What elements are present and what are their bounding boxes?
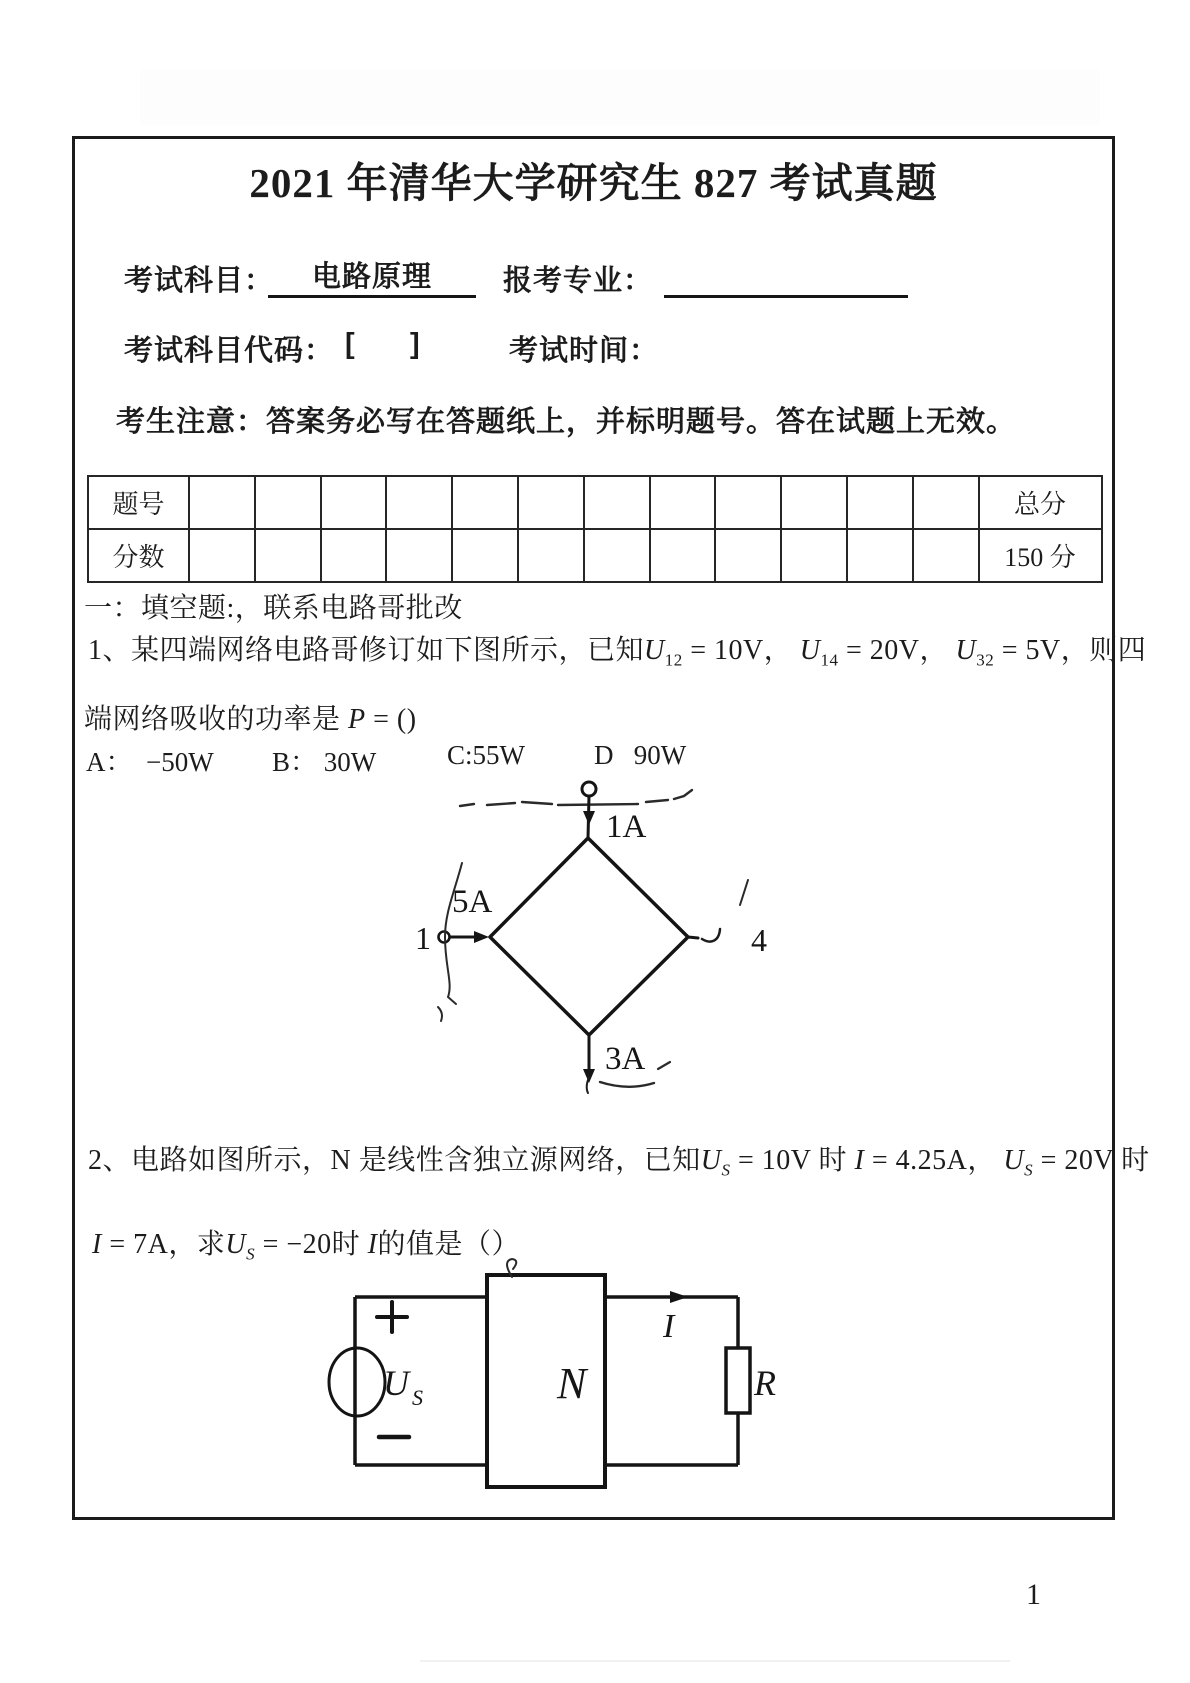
plus-sign <box>377 1302 407 1332</box>
circuit-wires <box>355 1297 738 1465</box>
score-cell-empty <box>847 529 913 582</box>
question1-line2: 端网络吸收的功率是 P = () <box>84 704 417 735</box>
score-cell-empty <box>255 529 321 582</box>
code-brackets: [ ] <box>345 328 421 360</box>
question2-line2: I = 7A，求$U_S = -20$时 I的值是（） <box>92 1229 521 1264</box>
score-row-label: 分数 <box>88 529 189 582</box>
question2-figure <box>330 1255 890 1505</box>
voltage-source-circle <box>329 1348 385 1416</box>
pen-strike-scribble <box>460 790 692 806</box>
score-cell-empty <box>386 529 452 582</box>
pen-underline-scribble <box>600 1082 654 1087</box>
question1-line1: 1、某四端网络电路哥修订如下图所示，已知$U_{12} = 10V$， $U_{14} = 20V$， $U_{32} = 5V$，则四 <box>88 635 1147 670</box>
source-voltage-subscript: S <box>412 1385 423 1410</box>
score-cell-empty <box>189 529 255 582</box>
option-c: C:55W <box>447 740 525 770</box>
source-voltage-label: U <box>383 1363 409 1403</box>
scan-artifact-band <box>140 70 1100 125</box>
option-a: A： −50W <box>86 747 214 777</box>
option-d: D 90W <box>594 740 687 770</box>
top-current-label: 1A <box>606 809 647 845</box>
score-cell-empty <box>321 476 387 529</box>
question-number-row <box>88 476 1102 529</box>
score-cell-empty <box>518 529 584 582</box>
score-cell-empty <box>650 529 716 582</box>
right-lead <box>688 937 698 938</box>
current-label: I <box>663 1308 675 1345</box>
resistor-label: R <box>754 1363 776 1403</box>
question2-line1: 2、电路如图所示，N 是线性含独立源网络，已知$U_S = 10V$ 时 I = 4.25A， $U_S = 20V$ 时 <box>88 1145 1150 1180</box>
network-diamond <box>490 838 688 1035</box>
bottom-lead-tail <box>587 1077 589 1093</box>
current-arrow <box>670 1291 688 1303</box>
scan-artifact-line <box>420 1660 1010 1662</box>
major-label: 报考专业： <box>503 265 654 297</box>
question1-figure <box>400 725 790 1110</box>
network-n-label: N <box>557 1359 587 1408</box>
score-cell-empty <box>452 476 518 529</box>
total-header-cell: 总分 <box>979 476 1102 529</box>
question-row-label: 题号 <box>88 476 189 529</box>
total-value-cell: 150 分 <box>979 529 1102 582</box>
node-1-label: 1 <box>415 920 431 956</box>
page-title: 2021 年清华大学研究生 827 考试真题 <box>249 160 938 206</box>
score-cell-empty <box>650 476 716 529</box>
page-number: 1 <box>1026 1578 1041 1611</box>
option-b: B： 30W <box>272 747 377 777</box>
score-cell-empty <box>913 529 979 582</box>
score-cell-empty <box>321 529 387 582</box>
terminal-2-circle <box>582 782 596 796</box>
network-n-box <box>487 1275 605 1487</box>
right-lead-hook <box>702 929 720 942</box>
score-cell-empty <box>584 476 650 529</box>
score-cell-empty <box>255 476 321 529</box>
score-cell-empty <box>452 529 518 582</box>
section-heading: 一：填空题:，联系电路哥批改 <box>84 593 463 624</box>
subject-value: 电路原理 <box>268 254 476 298</box>
time-label: 考试时间： <box>509 335 660 367</box>
pen-dash-scribble <box>658 1062 670 1069</box>
score-cell-empty <box>781 529 847 582</box>
left-current-arrow <box>474 931 489 943</box>
major-blank-line <box>664 254 908 298</box>
score-row <box>88 529 1102 582</box>
score-cell-empty <box>386 476 452 529</box>
subject-label: 考试科目： <box>124 265 275 297</box>
score-table <box>87 475 1103 583</box>
top-current-arrow <box>583 811 595 825</box>
score-cell-empty <box>781 476 847 529</box>
node-4-label: 4 <box>751 922 767 958</box>
left-current-label: 5A <box>452 884 493 920</box>
score-cell-empty <box>715 529 781 582</box>
score-cell-empty <box>518 476 584 529</box>
score-cell-empty <box>913 476 979 529</box>
pen-slash-scribble <box>740 880 748 905</box>
notice-text: 考生注意：答案务必写在答题纸上，并标明题号。答在试题上无效。 <box>116 406 1017 438</box>
resistor-body <box>726 1348 750 1413</box>
pen-curve-scribble-2 <box>438 1007 442 1021</box>
bottom-current-label: 3A <box>605 1041 646 1077</box>
code-label: 考试科目代码： <box>124 335 335 367</box>
score-cell-empty <box>847 476 913 529</box>
score-cell-empty <box>715 476 781 529</box>
score-cell-empty <box>189 476 255 529</box>
score-cell-empty <box>584 529 650 582</box>
